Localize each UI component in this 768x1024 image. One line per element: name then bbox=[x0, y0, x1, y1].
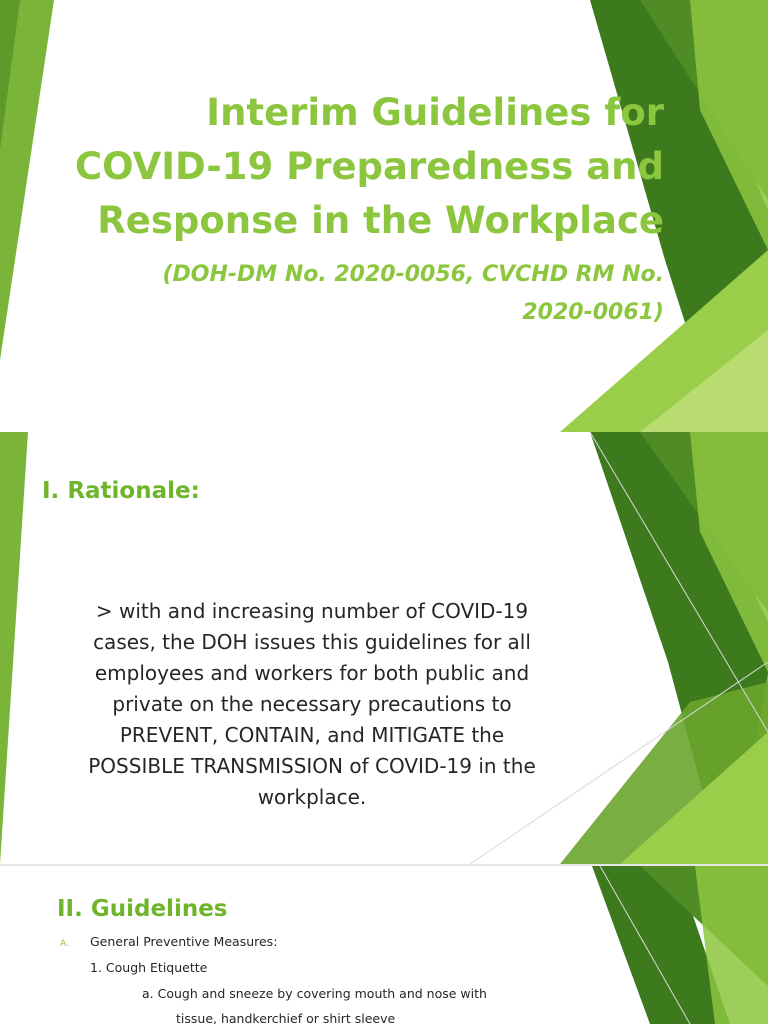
list-item-label: General Preventive Measures: bbox=[90, 934, 278, 949]
list-item-continuation: tissue, handkerchief or shirt sleeve bbox=[176, 1011, 396, 1024]
list-item-cough-etiquette: 1. Cough Etiquette bbox=[90, 960, 208, 975]
body-line: private on the necessary precautions to bbox=[112, 692, 512, 716]
body-line: workplace. bbox=[257, 785, 367, 809]
body-line: > with and increasing number of COVID-19 bbox=[95, 599, 529, 623]
subtitle-line: 2020-0061) bbox=[522, 300, 664, 325]
guidelines-slide bbox=[0, 866, 768, 1024]
presentation-title bbox=[64, 86, 664, 248]
rationale-heading bbox=[42, 478, 200, 504]
subtitle-line: (DOH-DM No. 2020-0056, CVCHD RM No. bbox=[162, 262, 664, 287]
body-line: cases, the DOH issues this guidelines for all bbox=[93, 630, 531, 654]
guidelines-heading: II. Guidelines bbox=[57, 896, 228, 922]
title-line: Interim Guidelines for bbox=[206, 91, 664, 134]
list-item-cough-and-sneeze: a. Cough and sneeze by covering mouth and nose with bbox=[142, 986, 487, 1001]
heading-label: Rationale bbox=[67, 478, 191, 504]
body-line: POSSIBLE TRANSMISSION of COVID-19 in the bbox=[88, 754, 536, 778]
rationale-slide bbox=[0, 432, 768, 864]
heading-colon: : bbox=[190, 478, 200, 504]
list-marker: A. bbox=[60, 939, 69, 949]
presentation-subtitle bbox=[84, 256, 664, 332]
title-line: COVID-19 Preparedness and bbox=[74, 145, 664, 188]
body-line: PREVENT, CONTAIN, and MITIGATE the bbox=[119, 723, 505, 747]
title-slide bbox=[0, 0, 768, 432]
heading-number: I. bbox=[42, 478, 60, 504]
rationale-body bbox=[58, 596, 566, 813]
title-line: Response in the Workplace bbox=[97, 199, 664, 242]
list-item-general-preventive-measures bbox=[60, 934, 277, 949]
body-line: employees and workers for both public and bbox=[94, 661, 530, 685]
